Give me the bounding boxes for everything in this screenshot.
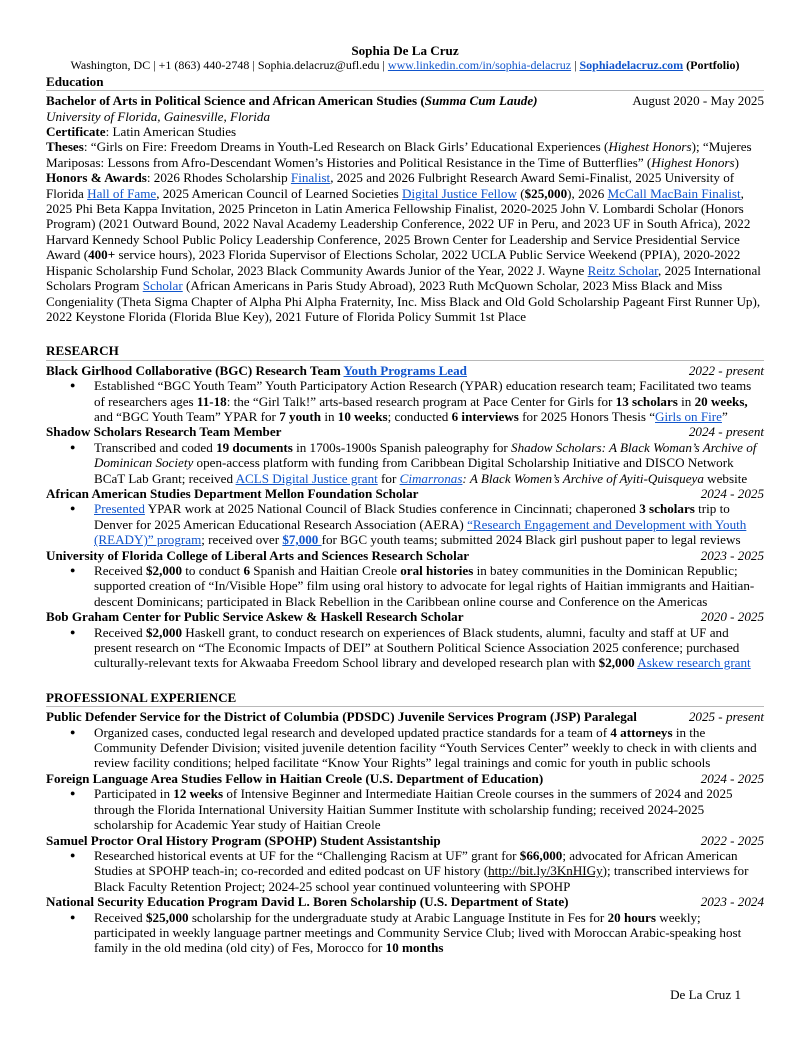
funding-link[interactable]: $7,000 bbox=[282, 532, 322, 548]
youth-programs-lead-link[interactable]: Youth Programs Lead bbox=[343, 362, 467, 378]
candidate-name: Sophia De La Cruz bbox=[351, 43, 459, 58]
ready-program-link[interactable]: “Research Engagement and Development with Youth (READY)” program bbox=[94, 516, 747, 548]
degree-row bbox=[46, 93, 764, 108]
rhodes-finalist-link[interactable]: Finalist bbox=[290, 170, 331, 186]
experience-bullet: ● Participated in 12 weeks of Intensive Beginner and Intermediate Haitian Creole courses in the summers of 2024 and 2025 through the Florida International University Haitian Summer Institute with scholarship funding; received 2024-2025 scholarship for Academic Year study of Haitian Creole bbox=[94, 786, 764, 832]
presented-link[interactable]: Presented bbox=[94, 501, 145, 517]
research-entry-title: African American Studies Department Mellon Foundation Scholar 2024 - 2025 bbox=[46, 485, 764, 501]
degree-dates: August 2020 - May 2025 bbox=[632, 93, 764, 109]
research-bullet: ● Received $2,000 Haskell grant, to conduct research on experiences of Black students, alumni, faculty and staff at UF and present research on “The Economic Impacts of DEI” at Southern Political Science Association 2025 conference; purchased culturally-relevant texts for Akwaaba Freedom School library and developed research plan with $2,000 Askew research grant bbox=[94, 625, 764, 671]
podcast-url[interactable]: http://bit.ly/3KnHIGy bbox=[488, 863, 603, 879]
email: Sophia.delacruz@ufl.edu bbox=[257, 58, 380, 73]
research-section bbox=[46, 363, 764, 671]
research-bullet: ● Received $2,000 to conduct 6 Spanish and Haitian Creole oral histories in batey communities in the Dominican Republic; supported creation of “In/Visible Hope” film using oral history to advocate for legal rights of Haitian immigrants and Haitian-descent Dominicans; participated in Black Rebellion in the Caribbean online course and Conference on the Americas bbox=[94, 563, 764, 609]
research-entry-title: Black Girlhood Collaborative (BGC) Research Team Youth Programs Lead 2022 - present bbox=[46, 362, 764, 378]
experience-entry-title: Samuel Proctor Oral History Program (SPOHP) Student Assistantship 2022 - 2025 bbox=[46, 832, 764, 848]
mccall-macbain-link[interactable]: McCall MacBain Finalist bbox=[607, 185, 741, 201]
theses-line: Theses: “Girls on Fire: Freedom Dreams in Youth-Led Research on Black Girls’ Educational Experiences (Highest Honors); “Mujeres Mariposas: Lessons from Afro-Descendant Women’s Histories and Political Resistance in the Time of Butterflies” (Highest Honors) bbox=[46, 139, 752, 170]
experience-bullet: ● Received $25,000 scholarship for the undergraduate study at Arabic Language Institute in Fes for 20 hours weekly; participated in weekly language partner meetings and Community Service Club; lived with Moroccan Arabic-speaking host family in the old medina (old city) of Fes, Morocco for 10 months bbox=[94, 910, 764, 956]
cimarronas-link[interactable]: Cimarronas bbox=[399, 470, 463, 486]
experience-entry-title: Public Defender Service for the District of Columbia (PDSDC) Juvenile Services Program (JSP) Paralegal 2025 - present bbox=[46, 709, 764, 725]
degree-title: Bachelor of Arts in Political Science and African American Studies (Summa Cum Laude) bbox=[46, 93, 538, 109]
hall-of-fame-link[interactable]: Hall of Fame bbox=[87, 185, 157, 201]
linkedin-link[interactable]: www.linkedin.com/in/sophia-delacruz bbox=[387, 58, 572, 73]
phone: +1 (863) 440-2748 bbox=[158, 58, 250, 73]
experience-heading: PROFESSIONAL EXPERIENCE bbox=[46, 690, 764, 707]
honors-line: Honors & Awards: 2026 Rhodes Scholarship Finalist, 2025 and 2026 Fulbright Research Award Semi-Finalist, 2025 University of Florida Hall of Fame, 2025 American Council of Learned Societies Digital Justice Fellow ($25,000), 2026 McCall MacBain Finalist, 2025 Phi Beta Kappa Invitation, 2025 Princeton in Latin America Fellowship Finalist, 2020-2025 John V. Lombardi Scholar (Honors Program) (2021 Outward Bound, 2022 Naval Academy Leadership Conference, 2022 UF in Peru, and 2023 UF in South Africa), 2022 Harvard Kennedy School Public Policy Leadership Conference, 2025 Brown Center for Leadership and Service Presidential Service Award (400+ service hours), 2023 Florida Supervisor of Elections Scholar, 2022 UCLA Public Service Weekend (PPIA), 2020-2022 Hispanic Scholarship Fund Scholar, 2023 Black Community Awards Junior of the Year, 2022 J. Wayne Reitz Scholar, 2025 International Scholars Program Scholar (African Americans in Paris Study Abroad), 2023 Ruth McQuown Scholar, 2023 Miss Black and Miss Congeniality (Theta Sigma Chapter of Alpha Phi Alpha Fraternity, Inc. Miss Black and Old Gold Scholarship Pageant First Runner Up), 2022 Keystone Florida (Florida Blue Key), 2021 Future of Florida Policy Summit 1st Place bbox=[46, 170, 761, 324]
acls-grant-link[interactable]: ACLS Digital Justice grant bbox=[235, 470, 378, 486]
contact-line: Washington, DC | +1 (863) 440-2748 | Sophia.delacruz@ufl.edu | www.linkedin.com/in/sophia-delacruz | Sophiadelacruz.com (Portfolio) bbox=[70, 58, 740, 73]
research-heading: RESEARCH bbox=[46, 343, 764, 360]
experience-bullet: ● Researched historical events at UF for the “Challenging Racism at UF” grant for $66,000; advocated for African American Studies at SPOHP teach-in; co-recorded and edited podcast on UF history (http://bit.ly/3KnHIGy); transcribed interviews for Black Faculty Retention Project; 2024-25 school year continued volunteering with SPOHP bbox=[94, 848, 764, 894]
research-bullet: ● Transcribed and coded 19 documents in 1700s-1900s Spanish paleography for Shadow Scholars: A Black Woman’s Archive of Dominican Society open-access platform with funding from Caribbean Digital Scholarship Initiative and DISCO Network BCaT Lab Grant; received ACLS Digital Justice grant for Cimarronas: A Black Women’s Archive of Ayiti-Quisqueya website bbox=[94, 440, 764, 486]
certificate-line: Certificate: Latin American Studies bbox=[46, 124, 237, 140]
research-entry-title: Shadow Scholars Research Team Member 2024 - present bbox=[46, 424, 764, 440]
experience-entry-title: Foreign Language Area Studies Fellow in Haitian Creole (U.S. Department of Education) 2024 - 2025 bbox=[46, 770, 764, 786]
experience-entry-title: National Security Education Program David L. Boren Scholarship (U.S. Department of State) 2023 - 2024 bbox=[46, 894, 764, 910]
portfolio-note: (Portfolio) bbox=[686, 58, 740, 73]
research-bullet: ● Presented YPAR work at 2025 National Council of Black Studies conference in Cincinnati; chaperoned 3 scholars trip to Denver for 2025 American Educational Research Association (AERA) “Research Engagement and Development with Youth (READY)” program; received over $7,000 for BGC youth teams; submitted 2024 Black girl pushout paper to legal reviews bbox=[94, 501, 764, 547]
portfolio-link[interactable]: Sophiadelacruz.com bbox=[579, 58, 684, 73]
askew-grant-link[interactable]: Askew research grant bbox=[637, 655, 751, 671]
girls-on-fire-link[interactable]: Girls on Fire bbox=[655, 408, 722, 424]
research-entry-title: Bob Graham Center for Public Service Askew & Haskell Research Scholar 2020 - 2025 bbox=[46, 609, 764, 625]
research-bullet: ● Established “BGC Youth Team” Youth Participatory Action Research (YPAR) education research team; Facilitated two teams of researchers ages 11-18: the “Girl Talk!” arts-based research program at Pace Center for Girls for 13 scholars in 20 weeks, and “BGC Youth Team” YPAR for 7 youth in 10 weeks; conducted 6 interviews for 2025 Honors Thesis “Girls on Fire” bbox=[94, 378, 764, 424]
location: Washington, DC bbox=[70, 58, 151, 73]
reitz-scholar-link[interactable]: Reitz Scholar bbox=[587, 262, 659, 278]
experience-bullet: ● Organized cases, conducted legal research and developed updated practice standards for a team of 4 attorneys in the Community Defender Division; visited juvenile detention facility “Youth Services Center” weekly to check in with clients and review facility conditions; helped facilitate “Know Your Rights” legal trainings and comic for youth in public schools bbox=[94, 725, 764, 771]
school-name: University of Florida, Gainesville, Florida bbox=[46, 108, 271, 124]
experience-section bbox=[46, 709, 764, 956]
digital-justice-fellow-link[interactable]: Digital Justice Fellow bbox=[402, 185, 517, 201]
education-heading: Education bbox=[46, 74, 764, 91]
education-section bbox=[46, 93, 764, 324]
research-entry-title: University of Florida College of Liberal Arts and Sciences Research Scholar 2023 - 2025 bbox=[46, 547, 764, 563]
resume-content bbox=[46, 42, 764, 956]
isp-scholar-link[interactable]: Scholar bbox=[142, 278, 183, 294]
page-number: De La Cruz 1 bbox=[670, 987, 741, 1002]
